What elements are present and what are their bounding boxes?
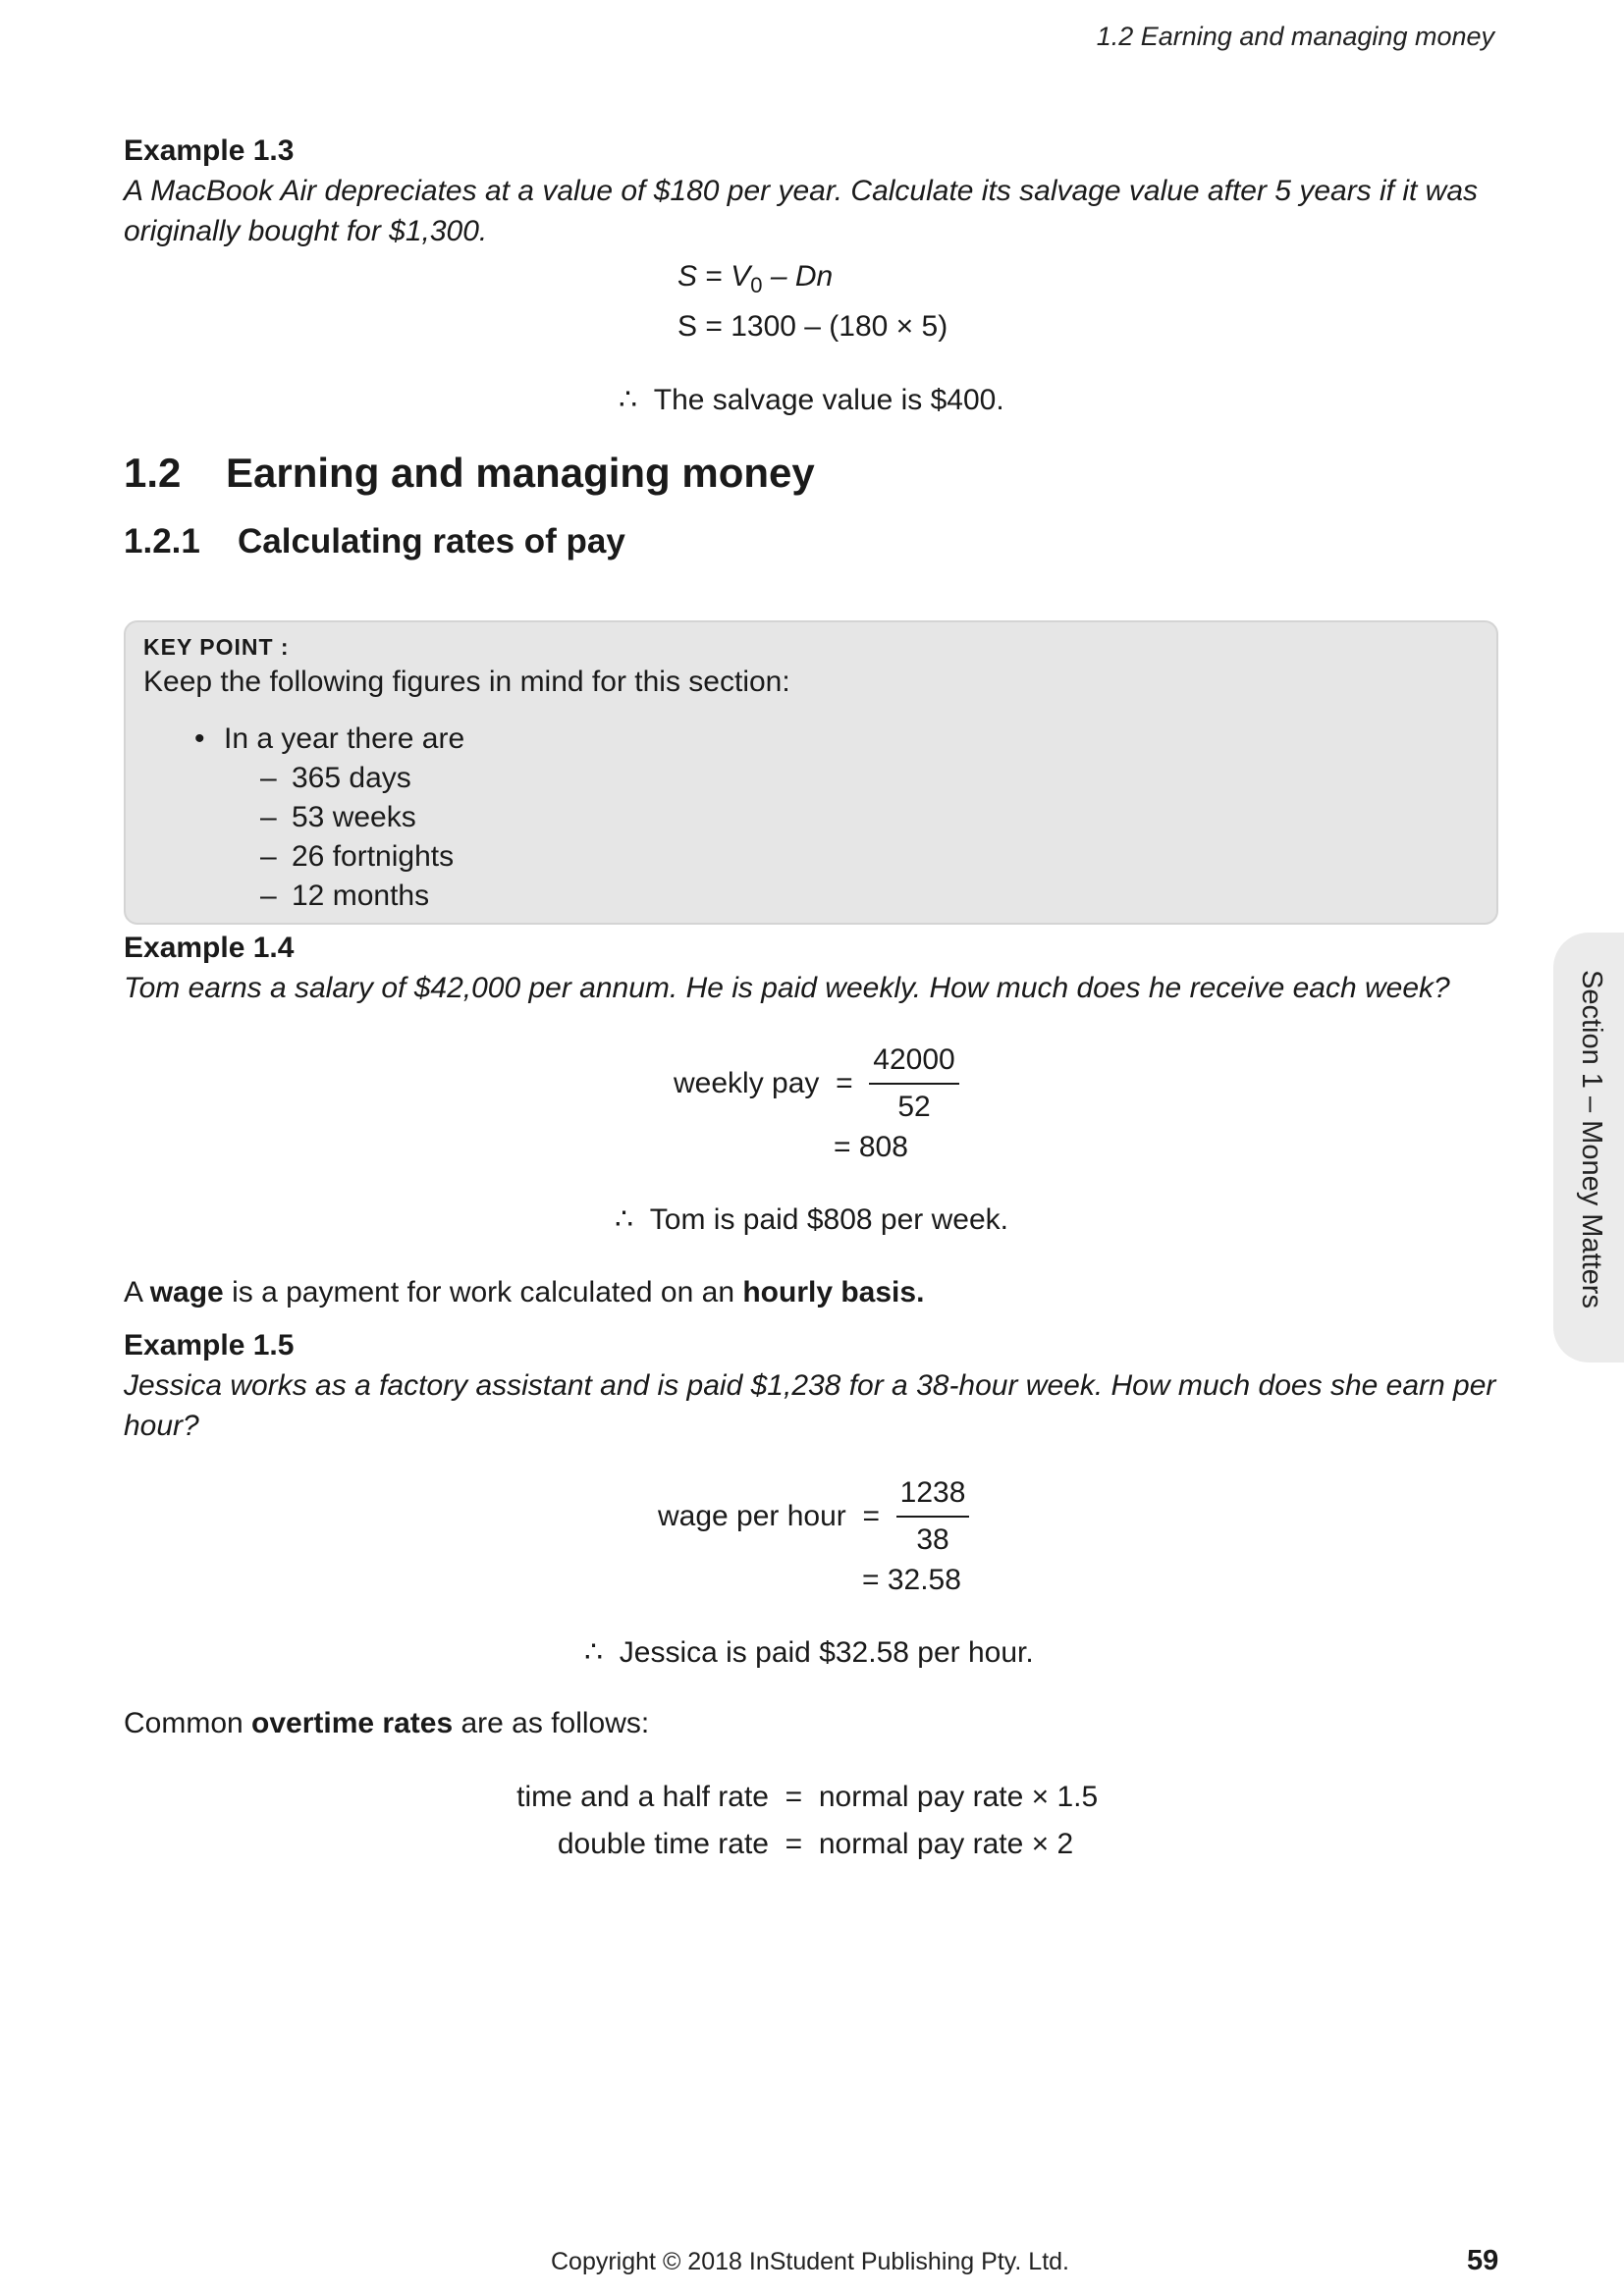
conclusion-text: Jessica is paid $32.58 per hour. — [619, 1636, 1034, 1669]
example-1-4-title: Example 1.4 — [124, 932, 295, 964]
bullet-dot: • — [194, 722, 205, 755]
key-point-item — [260, 801, 416, 834]
overtime-equals: = — [785, 1828, 803, 1860]
term-hourly-basis: hourly basis. — [742, 1276, 925, 1308]
example-1-3-title: Example 1.3 — [124, 134, 295, 167]
key-point-item — [260, 762, 411, 795]
therefore-symbol: ∴ — [615, 1203, 634, 1236]
overtime-row — [258, 1828, 1073, 1861]
overtime-equals: = — [785, 1781, 803, 1813]
page-number: 59 — [1467, 2245, 1499, 2276]
running-head: 1.2 Earning and managing money — [1096, 22, 1494, 51]
text: are as follows: — [453, 1707, 650, 1739]
therefore-symbol: ∴ — [584, 1636, 604, 1669]
overtime-intro — [124, 1707, 649, 1740]
equation-lhs: weekly pay — [674, 1067, 820, 1099]
overtime-rhs: normal pay rate × 2 — [818, 1828, 1074, 1860]
equation-equals: = — [836, 1067, 853, 1099]
formula-rest: – Dn — [770, 260, 834, 293]
dash: – — [260, 762, 277, 794]
overtime-label: time and a half rate — [516, 1781, 769, 1813]
example-1-3-working: S = 1300 – (180 × 5) — [677, 310, 948, 343]
text: Common — [124, 1707, 252, 1739]
key-point-item-text: 12 months — [292, 880, 430, 912]
footer-copyright: Copyright © 2018 InStudent Publishing Pty. Ltd. — [551, 2248, 1070, 2275]
example-1-5-equation — [658, 1476, 969, 1557]
formula-s: S — [677, 260, 698, 293]
equation-lhs: wage per hour — [658, 1500, 846, 1532]
key-point-item — [260, 880, 429, 913]
therefore-symbol: ∴ — [619, 384, 638, 416]
example-1-3-formula — [677, 260, 833, 298]
example-1-4-result: = 808 — [834, 1131, 908, 1163]
subsection-title: Calculating rates of pay — [238, 522, 625, 561]
example-1-4-conclusion — [615, 1202, 1008, 1237]
example-1-5-question: Jessica works as a factory assistant and is paid $1,238 for a 38-hour week. How much does she earn per hour? — [124, 1369, 1496, 1442]
key-point-bullet — [194, 722, 464, 756]
example-1-4-equation — [674, 1043, 959, 1124]
key-point-item-text: 53 weeks — [292, 801, 416, 833]
dash: – — [260, 880, 277, 912]
example-1-3-conclusion — [619, 383, 1004, 417]
text: A — [124, 1276, 150, 1308]
formula-v: V — [731, 260, 751, 293]
fraction-denominator: 38 — [916, 1523, 949, 1556]
fraction — [896, 1476, 970, 1557]
example-1-5-title: Example 1.5 — [124, 1329, 295, 1362]
key-point-intro: Keep the following figures in mind for this section: — [143, 666, 790, 698]
example-1-4-question: Tom earns a salary of $42,000 per annum. He is paid weekly. How much does he receive each week? — [124, 972, 1450, 1004]
fraction-denominator: 52 — [897, 1091, 931, 1123]
term-wage: wage — [149, 1276, 224, 1308]
section-side-tab-label: Section 1 – Money Matters — [1576, 970, 1607, 1308]
example-1-3-question: A MacBook Air depreciates at a value of $180 per year. Calculate its salvage value after 5 years if it was originally bought for $1,300. — [124, 175, 1479, 247]
conclusion-text: The salvage value is $400. — [653, 384, 1004, 416]
fraction-numerator: 42000 — [869, 1043, 958, 1085]
dash: – — [260, 840, 277, 873]
overtime-rhs: normal pay rate × 1.5 — [818, 1781, 1099, 1813]
example-1-5-result: = 32.58 — [862, 1564, 961, 1596]
key-point-label: KEY POINT : — [143, 634, 290, 660]
term-overtime-rates: overtime rates — [251, 1707, 454, 1739]
fraction — [869, 1043, 958, 1124]
bullet-text: In a year there are — [224, 722, 465, 755]
example-1-5-conclusion — [584, 1635, 1034, 1670]
section-number: 1.2 — [124, 450, 182, 496]
formula-v-subscript: 0 — [750, 273, 763, 297]
key-point-item-text: 365 days — [292, 762, 411, 794]
overtime-row — [258, 1781, 1098, 1814]
wage-definition — [124, 1276, 924, 1309]
fraction-numerator: 1238 — [896, 1476, 970, 1518]
section-heading — [124, 450, 815, 497]
formula-equals: = — [705, 260, 723, 293]
subsection-number: 1.2.1 — [124, 522, 200, 561]
text: is a payment for work calculated on an — [223, 1276, 743, 1308]
key-point-item-text: 26 fortnights — [292, 840, 455, 873]
equation-equals: = — [862, 1500, 880, 1532]
key-point-item — [260, 840, 454, 874]
subsection-heading — [124, 522, 625, 561]
overtime-label: double time rate — [557, 1828, 769, 1860]
section-title: Earning and managing money — [226, 450, 815, 496]
conclusion-text: Tom is paid $808 per week. — [649, 1203, 1008, 1236]
dash: – — [260, 801, 277, 833]
